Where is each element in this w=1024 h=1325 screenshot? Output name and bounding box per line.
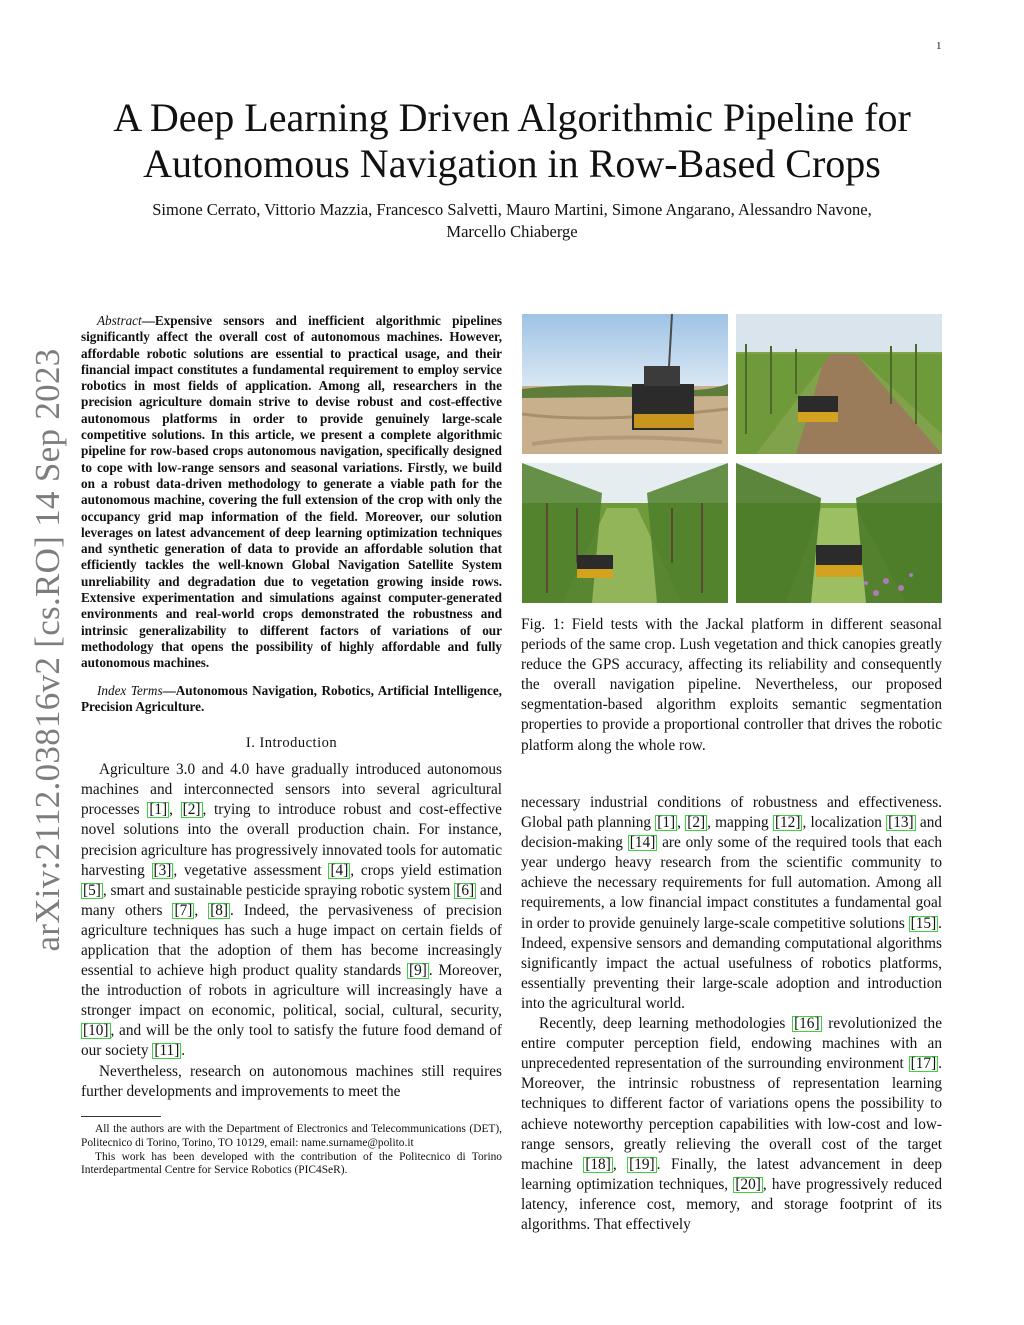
intro-paragraph-1	[81, 760, 502, 1061]
right-paragraph-1	[521, 793, 942, 1014]
field-photo-orchard-summer	[522, 463, 728, 603]
index-terms-label: Index Terms	[97, 682, 163, 698]
body-text-run: , trying to introduce robust and cost-effective novel solutions into the overall production chain. For instance, precision agriculture has progressively innovated tools for automatic harvesting	[81, 801, 502, 879]
abstract	[81, 313, 502, 672]
figure-caption: Fig. 1: Field tests with the Jackal platform in different seasonal periods of the same crop. Lush vegetation and thick canopies greatly reduce the GPS accuracy, affecting its reliability and consequently the overall navigation pipeline. Nevertheless, our proposed segmentation-based algorithm exploits semantic segmentation properties to provide a proportional controller that drives the robotic platform along the whole row.	[521, 616, 942, 754]
section-heading-introduction: I. Introduction	[245, 735, 338, 752]
author-list	[80, 199, 944, 243]
citation-link[interactable]: [5]	[83, 881, 101, 899]
index-terms	[81, 683, 502, 716]
footnote-funding: This work has been developed with the contribution of the Politecnico di Torino Interdepartmental Centre for Service Robotics (PIC4SeR).	[81, 1150, 502, 1177]
citation-link[interactable]: [1]	[657, 814, 676, 832]
body-text-run: ,	[612, 1155, 628, 1173]
body-text-run: . Indeed, expensive sensors and demanding computational algorithms significantly impact the actual usefulness of robotics platforms, essentially preventing their large-scale adoption and introduction into the agricultural world.	[521, 914, 942, 1012]
citation-link[interactable]: [7]	[174, 901, 193, 919]
body-text-run: , crops yield estimation	[350, 861, 502, 879]
body-text-run: . Moreover, the introduction of robots in agriculture will increasingly have a stronger impact on economic, political, social, cultural, security,	[81, 962, 502, 1020]
citation-link[interactable]: [2]	[687, 814, 706, 832]
citation-link[interactable]: [3]	[153, 861, 172, 879]
paper-title: A Deep Learning Driven Algorithmic Pipeline for Autonomous Navigation in Row-Based Crops	[113, 95, 911, 186]
body-text-run: ,	[194, 901, 209, 919]
field-photo-orchard-lush	[736, 463, 942, 603]
field-photo-vineyard-early	[736, 314, 942, 454]
citation-link[interactable]: [2]	[182, 801, 201, 819]
citation-link[interactable]: [17]	[910, 1055, 937, 1073]
body-text-run: revolutionized the entire computer perception field, endowing machines with an unprecedented representation of the surrounding environment	[521, 1015, 942, 1073]
body-text-run: and decision-making	[521, 814, 942, 852]
body-text-run: , and will be the only tool to satisfy the future food demand of our society	[81, 1022, 502, 1060]
citation-link[interactable]: [13]	[888, 814, 914, 832]
citation-link[interactable]: [1]	[149, 801, 168, 819]
abstract-text: —Expensive sensors and inefficient algorithmic pipelines significantly affect the overall cost of autonomous machines. However, affordable robotic solutions are essential to practical usage, and their financial impact constitutes a fundamental requirement to employ service robotics in most fields of application. Among all, researchers in the precision agriculture domain strive to devise robust and cost-effective autonomous platforms in order to provide genuinely large-scale competitive solutions. In this article, we present a complete algorithmic pipeline for row-based crops autonomous navigation, specifically designed to cope with low-range sensors and seasonal variations. Firstly, we build on a robust data-driven methodology to generate a viable path for the autonomous machine, covering the full extension of the crop with only the occupancy grid map information of the field. Moreover, our solution leverages on latest advancement of deep learning optimization techniques and synthetic generation of data to provide an affordable solution that efficiently tackles the well-known Global Navigation Satellite System unreliability and degradation due to vegetation growing inside rows. Extensive experimentation and simulations against computer-generated environments and real-world crops demonstrated the robustness and intrinsic generalizability to different factors of variations of our methodology that opens the possibility of highly affordable and fully autonomous machines.	[81, 313, 502, 671]
abstract-label: Abstract	[97, 313, 142, 328]
body-text-run: ,	[169, 801, 181, 819]
body-text-run: . Finally, the latest advancement in deep learning optimization techniques,	[521, 1155, 942, 1193]
body-text-run: . Moreover, the intrinsic robustness of representation learning techniques to different factor of variations opens the possibility to achieve noteworthy perception capabilities with low-cost and low-range sensors, greatly relieving the overall cost of the target machine	[521, 1055, 942, 1173]
body-text-run: are only some of the required tools that each year undergo heavy research from the scientific community to achieve the necessary requirements for full automation. Among all requirements, a low financial impact constitutes a fundamental goal in order to provide genuinely large-scale competitive solutions	[521, 834, 942, 932]
body-text-run: ,	[677, 814, 686, 832]
citation-link[interactable]: [9]	[409, 962, 427, 980]
body-text-run: , localization	[802, 814, 887, 832]
citation-link[interactable]: [12]	[774, 814, 801, 832]
authors-line-2: Marcello Chiaberge	[446, 222, 578, 241]
authors-line-1: Simone Cerrato, Vittorio Mazzia, Francesco Salvetti, Mauro Martini, Simone Angarano, Alessandro Navone,	[152, 200, 872, 219]
right-paragraph-2	[521, 1014, 942, 1235]
citation-link[interactable]: [8]	[210, 901, 229, 919]
citation-link[interactable]: [19]	[629, 1155, 655, 1173]
body-text-run: . Indeed, the pervasiveness of precision agriculture techniques has such a huge impact on certain fields of application that the adoption of them has become increasingly essential to achieve high product quality standards	[81, 901, 502, 980]
citation-link[interactable]: [14]	[629, 834, 656, 852]
body-text-run: and many others	[81, 881, 502, 919]
left-column	[81, 313, 502, 1178]
arxiv-identifier: arXiv:2112.03816v2 [cs.RO] 14 Sep 2023	[28, 348, 67, 952]
citation-link[interactable]: [16]	[794, 1015, 820, 1033]
page-number: 1	[936, 40, 942, 52]
index-terms-text: —Autonomous Navigation, Robotics, Artificial Intelligence, Precision Agriculture.	[81, 682, 502, 714]
footnote-divider	[81, 1116, 161, 1117]
citation-link[interactable]: [20]	[735, 1175, 761, 1193]
figure-1	[522, 314, 942, 604]
citation-link[interactable]: [6]	[456, 881, 475, 899]
body-text-run: , have progressively reduced latency, inference cost, memory, and storage footprint of its algorithms. That effectively	[521, 1175, 942, 1233]
footnote-affiliation: All the authors are with the Department of Electronics and Telecommunications (DET), Politecnico di Torino, Torino, TO 10129, email: name.surname@polito.it	[81, 1122, 502, 1149]
citation-link[interactable]: [18]	[585, 1155, 611, 1173]
citation-link[interactable]: [15]	[910, 914, 937, 932]
citation-link[interactable]: [10]	[83, 1022, 109, 1040]
body-text-run: Agriculture 3.0 and 4.0 have gradually introduced autonomous machines and interconnected sensors into several agricultural processes	[81, 761, 502, 819]
body-text-run: Recently, deep learning methodologies	[539, 1015, 793, 1033]
citation-link[interactable]: [4]	[330, 861, 349, 879]
field-photo-bare-soil	[522, 314, 728, 454]
right-column	[521, 793, 942, 1235]
body-text-run: , mapping	[707, 814, 773, 832]
body-text-run: , vegetative assessment	[173, 861, 329, 879]
body-text-run: , smart and sustainable pesticide spraying robotic system	[102, 881, 455, 899]
citation-link[interactable]: [11]	[154, 1042, 180, 1060]
body-text-run: necessary industrial conditions of robustness and effectiveness. Global path planning	[521, 794, 942, 832]
intro-paragraph-2: Nevertheless, research on autonomous machines still requires further developments and improvements to meet the	[81, 1062, 502, 1100]
body-text-run: .	[181, 1042, 186, 1060]
